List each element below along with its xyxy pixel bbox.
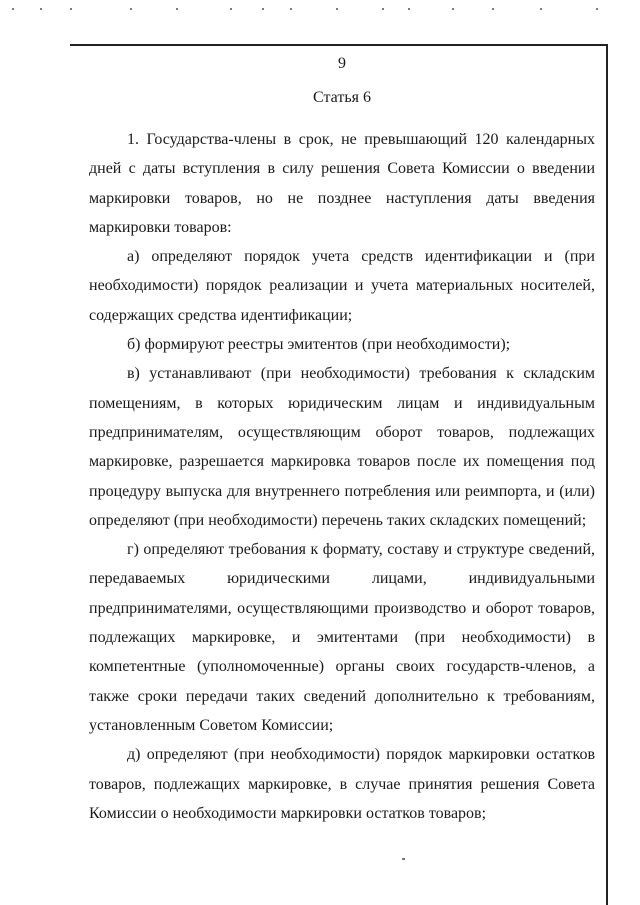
paragraph-intro: 1. Государства-члены в срок, не превышающий 120 календарных дней с даты вступления в силу решения Совета Комиссии о введении маркировки товаров, но не позднее наступления даты введения маркировки товаров: xyxy=(89,131,595,236)
document-page xyxy=(89,54,595,828)
paragraph-item-a: а) определяют порядок учета средств идентификации и (при необходимости) порядок реализации и учета материальных носителей, содержащих средства идентификации; xyxy=(89,248,595,324)
page-top-border xyxy=(70,44,607,46)
paragraph-item-b: б) формируют реестры эмитентов (при необходимости); xyxy=(127,336,511,354)
article-title: Статья 6 xyxy=(313,89,371,106)
paragraph-item-g: г) определяют требования к формату, составу и структуре сведений, передаваемых юридическими лицами, индивидуальными предпринимателями, осуществляющими производство и оборот товаров, подлежащих маркировке, и эмитентами (при необходимости) в компетентные (уполномоченные) органы своих государств-членов, а также сроки передачи таких сведений дополнительно к требованиям, установленным Советом Комиссии; xyxy=(89,541,595,734)
scan-noise xyxy=(0,0,640,20)
page-right-border xyxy=(606,44,608,905)
paragraph-item-d: д) определяют (при необходимости) порядок маркировки остатков товаров, подлежащих маркировке, в случае принятия решения Совета Комиссии о необходимости маркировки остатков товаров; xyxy=(89,746,595,822)
paragraph-item-v: в) устанавливают (при необходимости) требования к складским помещениям, в которых юридическим лицам и индивидуальным предпринимателям, осуществляющим оборот товаров, подлежащих маркировке, разрешается маркировка товаров после их помещения под процедуру выпуска для внутреннего потребления или реимпорта, и (или) определяют (при необходимости) перечень таких складских помещений; xyxy=(89,365,595,529)
scan-speck xyxy=(402,858,405,860)
page-number: 9 xyxy=(338,55,346,72)
